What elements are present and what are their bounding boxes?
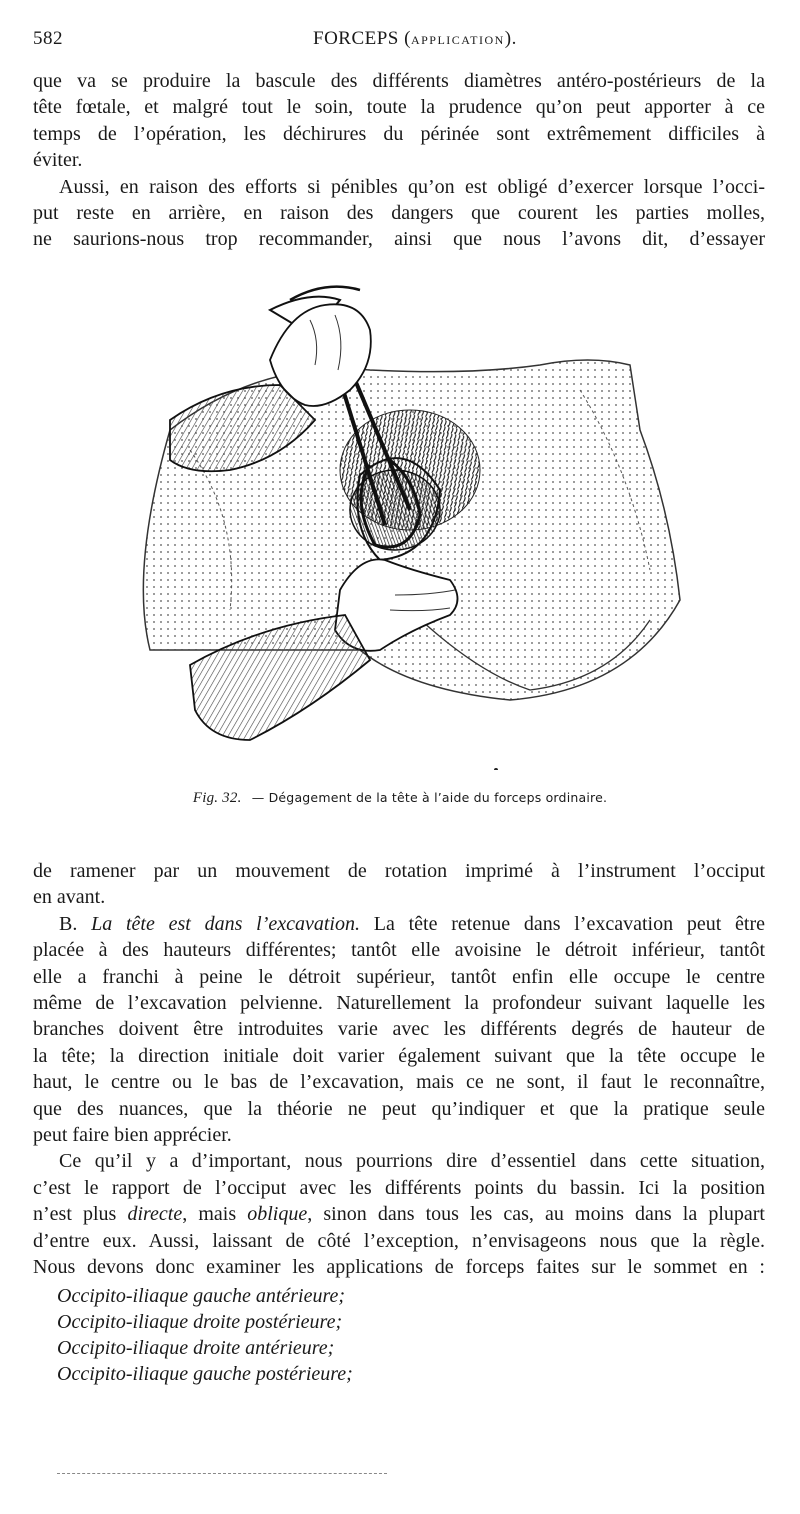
running-title-open: ( (398, 28, 411, 49)
section-label: B. (59, 912, 78, 935)
text-line: tête fœtale, et malgré tout le soin, toute la prudence qu’on peut apporter à ce (33, 96, 765, 119)
position-list (57, 1283, 353, 1387)
text-line: temps de l’opération, les déchirures du périnée sont extrêmement difficiles à (33, 122, 765, 145)
text-line: branches doivent être introduites varie avec les différents degrés de hauteur de (33, 1018, 765, 1041)
running-title (313, 28, 517, 50)
list-item: Occipito-iliaque droite postérieure; (57, 1311, 343, 1333)
running-title-close: ). (504, 28, 517, 49)
figure-label: Fig. 32. (192, 790, 242, 806)
text-line: Ce qu’il y a d’important, nous pourrions dire d’essentiel dans cette situation, (59, 1150, 765, 1173)
text-line: haut, le centre ou le bas de l’excavation, mais ce ne sont, il faut le reconnaître, (33, 1071, 765, 1094)
text-line: que des nuances, que la théorie ne peut qu’indiquer et que la pratique seule (33, 1097, 765, 1120)
page-number: 582 (33, 28, 63, 49)
text-line: c’est le rapport de l’occiput avec les différents points du bassin. Ici la position (33, 1176, 765, 1199)
section-title: La tête est dans l’excavation. (91, 912, 360, 935)
list-item: Occipito-iliaque gauche postérieure; (57, 1363, 353, 1385)
text-line: d’entre eux. Aussi, laissant de côté l’exception, n’envisageons nous que la règle. (33, 1229, 765, 1252)
text-line-heading (33, 911, 765, 937)
running-header (33, 28, 765, 58)
forceps-illustration (110, 270, 710, 770)
text-line: en avant. (33, 886, 106, 909)
text-line: peut faire bien apprécier. (33, 1124, 232, 1147)
running-title-small: APPLICATION (410, 33, 505, 47)
text-line: éviter. (33, 149, 83, 172)
text-emphasis-oblique: oblique (247, 1203, 308, 1226)
section-title-rest: La tête retenue dans l’excavation peut être (359, 912, 766, 935)
text-line: elle a franchi à peine le détroit supérieur, tantôt enfin elle occupe le centre (33, 965, 765, 988)
text-line: même de l’excavation pelvienne. Naturellement la profondeur suivant laquelle les (33, 992, 765, 1015)
figure-caption-text: — Dégagement de la tête à l’aide du forceps ordinaire. (251, 790, 608, 805)
text-fragment: n’est plus (33, 1203, 128, 1226)
text-line-position (33, 1201, 765, 1227)
text-line: que va se produire la bascule des différents diamètres antéro-postérieurs de la (33, 70, 765, 92)
text-line: Nous devons donc examiner les applications de forceps faites sur le sommet en : (33, 1256, 765, 1279)
figure-32 (110, 270, 710, 770)
text-line: la tête; la direction initiale doit varier également suivant que la tête occupe le (33, 1044, 765, 1067)
paragraph-bottom (33, 858, 765, 1281)
text-line: ne saurions-nous trop recommander, ainsi que nous l’avons dit, d’essayer (33, 228, 765, 251)
paragraph-top (33, 68, 765, 253)
figure-caption (0, 790, 800, 807)
footer-rule (57, 1473, 387, 1474)
running-title-main: FORCEPS (313, 28, 399, 49)
list-item: Occipito-iliaque gauche antérieure; (57, 1285, 346, 1307)
text-line: put reste en arrière, en raison des dangers que courent les parties molles, (33, 202, 765, 225)
text-line: Aussi, en raison des efforts si pénibles qu’on est obligé d’exercer lorsque l’occi- (59, 175, 765, 198)
text-line: placée à des hauteurs différentes; tantôt elle avoisine le détroit inférieur, tantôt (33, 939, 765, 962)
text-fragment: , mais (182, 1203, 248, 1226)
text-fragment: , sinon dans tous les cas, au moins dans la plupart (307, 1203, 765, 1226)
list-item: Occipito-iliaque droite antérieure; (57, 1337, 335, 1359)
text-emphasis-directe: directe (127, 1203, 183, 1226)
text-line: de ramener par un mouvement de rotation imprimé à l’instrument l’occiput (33, 860, 765, 882)
